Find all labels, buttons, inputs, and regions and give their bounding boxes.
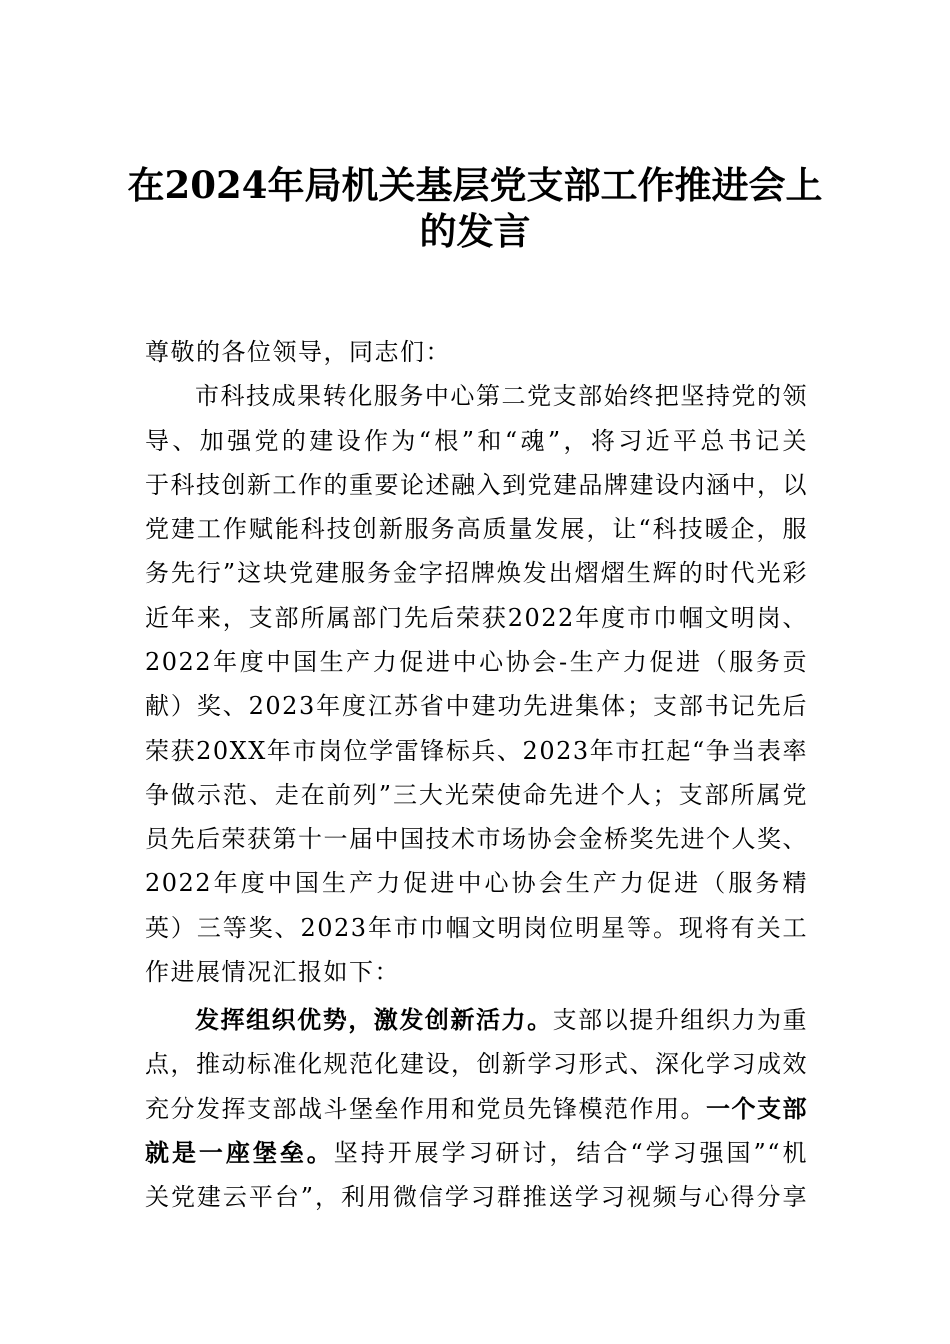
paragraph-line: 争做示范、走在前列”三大光荣使命先进个人；支部所属党 — [145, 781, 808, 809]
paragraph-line: 作进展情况汇报如下： — [145, 958, 400, 986]
salutation: 尊敬的各位领导，同志们： — [145, 338, 451, 366]
paragraph-line: 导、加强党的建设作为“根”和“魂”，将习近平总书记关 — [145, 427, 808, 455]
paragraph-text: 充分发挥支部战斗堡垒作用和党员先锋模范作用。 — [145, 1095, 706, 1123]
paragraph-text: 支部以提升组织力为重 — [552, 1006, 808, 1034]
paragraph-line — [145, 1094, 808, 1124]
bold-phrase: 一个支部 — [706, 1094, 808, 1123]
paragraph-line: 党建工作赋能科技创新服务高质量发展，让“科技暖企，服 — [145, 515, 808, 543]
paragraph-line: 献）奖、2023年度江苏省中建功先进集体；支部书记先后 — [145, 692, 808, 720]
paragraph-line: 员先后荣获第十一届中国技术市场协会金桥奖先进个人奖、 — [145, 825, 808, 853]
paragraph-line: 近年来，支部所属部门先后荣获2022年度市巾帼文明岗、 — [145, 604, 808, 632]
paragraph-line: 关党建云平台”，利用微信学习群推送学习视频与心得分享 — [145, 1183, 808, 1211]
paragraph-line: 市科技成果转化服务中心第二党支部始终把坚持党的领 — [195, 382, 808, 410]
document-title-line-1: 在2024年局机关基层党支部工作推进会上 — [127, 163, 823, 207]
document-title-line-2: 的发言 — [419, 209, 531, 253]
paragraph-line: 点，推动标准化规范化建设，创新学习形式、深化学习成效 — [145, 1050, 808, 1078]
paragraph-text: 坚持开展学习研讨，结合“学习强国”“机 — [333, 1139, 808, 1167]
paragraph-line: 于科技创新工作的重要论述融入到党建品牌建设内涵中，以 — [145, 471, 808, 499]
paragraph-line: 2022年度中国生产力促进中心协会生产力促进（服务精 — [145, 869, 808, 897]
paragraph-line: 2022年度中国生产力促进中心协会-生产力促进（服务贡 — [145, 648, 808, 676]
paragraph-line: 荣获20XX年市岗位学雷锋标兵、2023年市扛起“争当表率 — [145, 737, 808, 765]
paragraph-line — [145, 1138, 808, 1168]
bold-phrase: 就是一座堡垒。 — [145, 1138, 334, 1167]
paragraph-line — [195, 1005, 808, 1035]
section-heading: 发挥组织优势，激发创新活力。 — [195, 1005, 553, 1034]
paragraph-line: 务先行”这块党建服务金字招牌焕发出熠熠生辉的时代光彩 — [145, 559, 808, 587]
paragraph-line: 英）三等奖、2023年市巾帼文明岗位明星等。现将有关工 — [145, 914, 808, 942]
